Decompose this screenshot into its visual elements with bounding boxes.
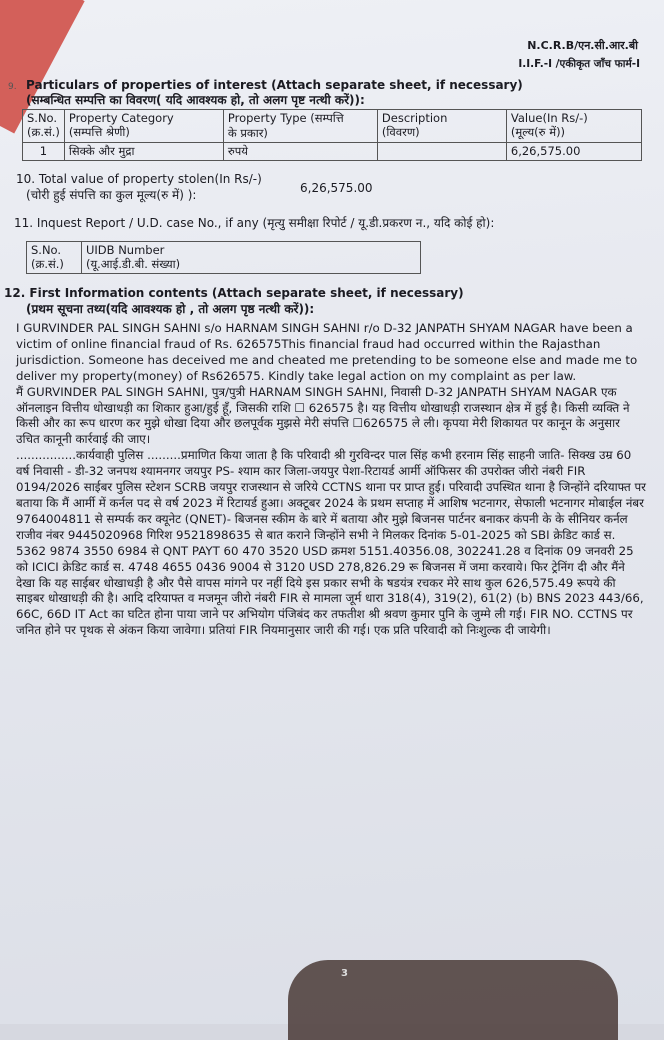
fir-paragraph-hindi: मैं GURVINDER PAL SINGH SAHNI, पुत्र/पुत्री HARNAM SINGH SAHNI, निवासी D-32 JANPATH SHYAM NAGAR एक ऑनलाइन वित्तीय धोखाधड़ी का शिकार हुआ/हुई हूँ, जिसकी राशि ☐ 626575 है। यह वित्तीय धोखाधड़ी राजस्थान क्षेत्र में हुई है। किसी व्यक्ति ने किसी और का रूप धारण कर मुझे धोखा दिया और छलपूर्वक मुझसे मेरी संपत्ति ☐626575 ले ली। कृपया मेरी शिकायत पर कानून के अनुसार उचित कानूनी कार्रवाई की जाए। [16, 384, 630, 447]
uidb-col-sno-hi: (क्र.सं.) [31, 257, 64, 271]
col-category: Property Category [68, 111, 174, 125]
col-description: Description [381, 111, 448, 125]
section12-title-hi: (प्रथम सूचना तथ्य(यदि आवश्यक हो , तो अलग पृष्ठ नत्थी करें)): [26, 302, 315, 316]
uidb-col-sno: S.No. [31, 243, 62, 257]
col-description-hi: (विवरण) [381, 125, 420, 139]
col-type-hi: के प्रकार) [227, 126, 268, 140]
cell-type: रुपये [223, 143, 377, 161]
col-value-hi: (मूल्य(रु में)) [510, 125, 566, 139]
header-form-id: I.I.F.-I /एकीकृत जाँच फार्म-I [518, 58, 640, 70]
section10-value: 6,26,575.00 [300, 181, 373, 195]
cell-category: सिक्के और मुद्रा [64, 143, 223, 161]
fir-paragraph-police-action: ................कार्यवाही पुलिस .........प्रमाणित किया जाता है कि परिवादी श्री गुरविन्दर पाल सिंह कभी हरनाम सिंह साहनी जाति- सिक्ख उम्र 60 वर्ष निवासी - डी-32 जनपथ श्यामनगर जयपुर PS- श्याम कार जिला-जयपुर पेशा-रिटायर्ड आर्मी ऑफिसर की उपरोक्त जीरो नंबरी FIR 0194/2026 साईबर पुलिस स्टेशन SCRB जयपुर राजस्थान से जरिये CCTNS थाना पर प्राप्त हुई। परिवादी उपस्थित थाना है जिन्होंने दरियाफ्त पर बताया कि मैं आर्मी में कर्नल पद से वर्ष 2023 में रिटायर्ड हुआ। अक्टूबर 2024 के प्रथम सप्ताह में आशिष भटनागर, सेफाली भटनागर मोबाईल नंबर 9764004811 से सम्पर्क कर क्यूनेट (QNET)- बिजनस स्कीम के बारे में बताया और मुझे बिजनस पार्टनर बनाकर कंपनी के के सीनियर कर्नल राजीव नंबर 9445020968 गिरिश 9521898635 से बात कराने जिन्होंने सभी ने मिलकर दिनांक 5-01-2025 को SBI क्रेडिट कार्ड स. 5362 9874 3550 6984 से QNT PAYT 60 470 3520 USD क्रमश 5151.40356.08, 302241.28 व दिनांक 09 जनवरी 25 को ICICI क्रेडिट कार्ड स. 4748 4655 0436 9004 से 3120 USD 278,826.29 रू बिजनस में जमा करवाये। फिर ट्रेनिंग दी और मैंने देखा कि यह साईबर धोखाधड़ी है और पैसे वापस मांगने पर नहीं दिये इस प्रकार सभी के षडयंत्र रचकर मेरे साथ कुल 626,575.49 रूपये की साइबर धोखाधड़ी की है। आदि दरियाफ्त व मजमून जीरो नंबरी FIR से मामला जूर्म धारा 318(4), 319(2), 61(2) (b) BNS 2023 443/66, 66C, 66D IT Act का घटित होना पाया जाने पर अभियोग पंजिबंद कर तफतीश श्री श्रवण कुमार पुनि के जुम्मे ली गई। FIR NO. CCTNS पर जनित होने पर पृथक से अंकन किया जावेगा। प्रतियां FIR नियमानुसार जारी की गई। एक प्रति परिवादी को निःशुल्क दी जायेगी। [16, 448, 646, 638]
fir-contents [16, 321, 646, 639]
section10-title-hi: (चोरी हुई संपत्ति का कुल मूल्य(रु में) ): [26, 188, 197, 202]
fir-paragraph-english: I GURVINDER PAL SINGH SAHNI s/o HARNAM SINGH SAHNI r/o D-32 JANPATH SHYAM NAGAR have been a victim of online financial fraud of Rs. 626575This financial fraud had occurred within the Rajasthan jurisdiction. Someone has deceived me and cheated me pretending to be someone else and made me to deliver my property(money) of Rs626575. Kindly take legal action on my complaint as per law. [16, 321, 638, 383]
col-sno-hi: (क्र.सं.) [27, 125, 60, 139]
col-category-hi: (सम्पत्ति श्रेणी) [68, 125, 130, 139]
uidb-col-number-hi: (यू.आई.डी.बी. संख्या) [86, 257, 181, 271]
col-type: Property Type (सम्पत्ति [227, 111, 344, 125]
cell-description [377, 143, 506, 161]
col-sno: S.No. [27, 111, 58, 125]
header-ncrb: N.C.R.B/एन.सी.आर.बी [527, 39, 638, 52]
cell-sno: 1 [23, 143, 65, 161]
section9-number: 9. [8, 82, 17, 92]
section9-title-hi: (सम्बन्धित सम्पत्ति का विवरण( यदि आवश्यक हो, तो अलग पृष्ट नत्थी करें)): [26, 93, 365, 107]
table-row [23, 143, 642, 161]
col-value: Value(In Rs/-) [510, 111, 588, 125]
table-row [27, 242, 421, 274]
phone-shadow [288, 960, 618, 1040]
section10-title: 10. Total value of property stolen(In Rs/-) [16, 172, 262, 186]
section11-title: 11. Inquest Report / U.D. case No., if any (मृत्यु समीक्षा रिपोर्ट / यू.डी.प्रकरण न., यदि कोई हो): [14, 216, 495, 230]
uidb-table [26, 241, 421, 274]
page-number: 3 [341, 968, 348, 979]
cell-value: 6,26,575.00 [506, 143, 641, 161]
section9-title: Particulars of properties of interest (Attach separate sheet, if necessary) [26, 78, 523, 92]
property-table [22, 109, 642, 161]
uidb-col-number: UIDB Number [86, 243, 165, 257]
section12-title: 12. First Information contents (Attach separate sheet, if necessary) [4, 286, 464, 300]
table-header-row [23, 110, 642, 143]
